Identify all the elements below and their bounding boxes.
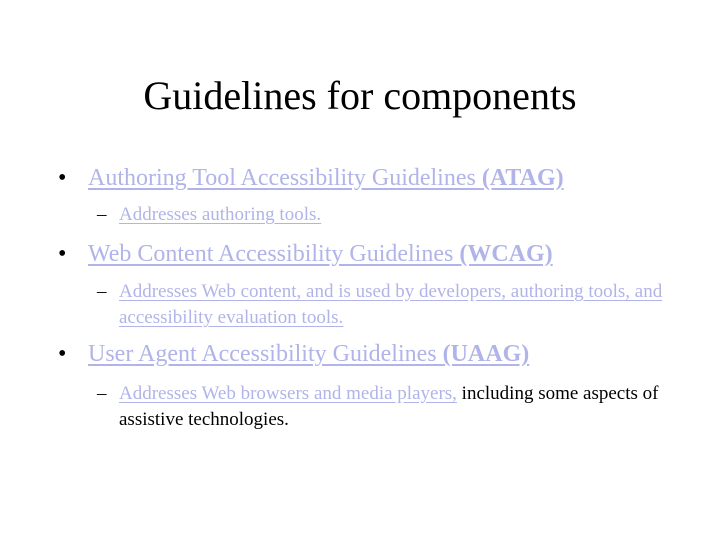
wcag-sub-link[interactable]: Addresses Web content, and is used by developers, authoring tools, and accessibility evaluation tools.	[119, 281, 663, 328]
bullet-marker: •	[58, 241, 67, 267]
bullet-atag	[58, 164, 564, 192]
sub-dash: –	[97, 281, 107, 302]
bullet-marker: •	[58, 341, 67, 367]
sub-dash: –	[97, 204, 107, 225]
wcag-link-text: Web Content Accessibility Guidelines	[88, 241, 460, 267]
atag-link[interactable]	[88, 165, 564, 191]
uaag-sub-link[interactable]: Addresses Web browsers and media players,	[119, 383, 457, 404]
sub-uaag	[97, 381, 687, 433]
atag-link-text: Authoring Tool Accessibility Guidelines	[88, 165, 482, 191]
sub-wcag-text	[119, 279, 687, 331]
slide-title: Guidelines for components	[143, 73, 577, 118]
bullet-wcag	[58, 240, 553, 268]
uaag-link-text: User Agent Accessibility Guidelines	[88, 341, 443, 367]
sub-atag-text	[119, 202, 687, 228]
sub-dash: –	[97, 383, 107, 404]
atag-sub-link[interactable]: Addresses authoring tools.	[119, 204, 322, 225]
sub-atag	[97, 202, 687, 228]
uaag-acronym: (UAAG)	[442, 341, 530, 367]
wcag-acronym: (WCAG)	[459, 241, 553, 267]
sub-uaag-text	[119, 381, 687, 433]
atag-acronym: (ATAG)	[481, 165, 564, 191]
uaag-link[interactable]	[88, 341, 529, 367]
bullet-uaag	[58, 340, 529, 368]
wcag-link[interactable]	[88, 241, 553, 267]
bullet-marker: •	[58, 165, 67, 191]
uaag-sub-plain: including some aspects of assistive technologies.	[119, 383, 659, 430]
sub-wcag	[97, 279, 687, 331]
